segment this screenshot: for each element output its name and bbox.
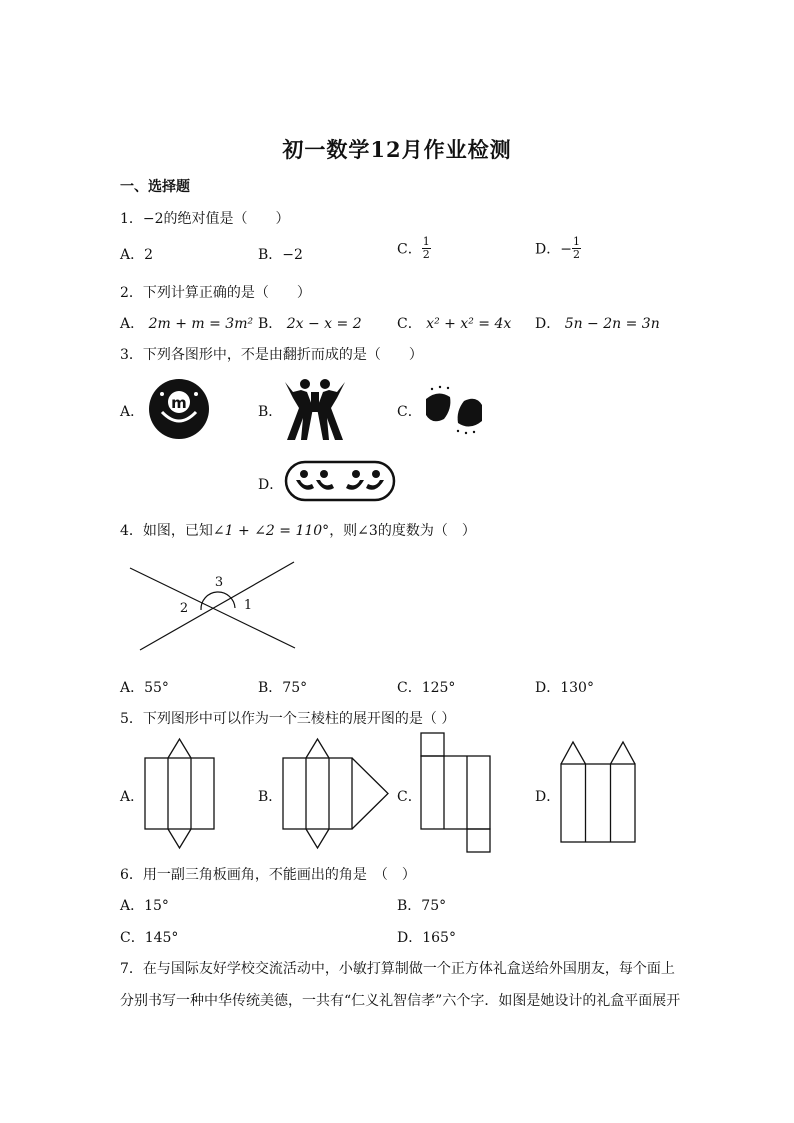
q1-option-c-fraction (422, 236, 431, 261)
q1-option-d-fraction (572, 236, 581, 261)
q2-option-a (120, 313, 253, 333)
q2-option-c-expression: x² + x² = 4x (426, 316, 512, 332)
q5-option-c: C． (397, 789, 422, 805)
q3-figure-a (148, 378, 210, 440)
q1-option-d (535, 236, 581, 261)
q6-option-c: C．145° (120, 930, 179, 946)
question-7-line-2: 分别书写一种中华传统美德，一共有“仁义礼智信孝”六个字．如图是她设计的礼盒平面展开 (120, 993, 681, 1009)
q2-option-d-expression: 5n − 2n = 3n (564, 316, 660, 332)
q5-option-d: D． (535, 789, 561, 805)
question-5-stem: 5．下列图形中可以作为一个三棱柱的展开图的是（ ） (120, 711, 456, 727)
q4-option-a: A．55° (120, 680, 169, 696)
q6-option-a: A．15° (120, 898, 169, 914)
question-6-stem: 6．用一副三角板画角，不能画出的角是 （ ） (120, 867, 416, 883)
fraction-numerator: 1 (422, 235, 430, 248)
section-heading: 一、选择题 (120, 179, 190, 195)
q4-stem-prefix: 4．如图，已知 (120, 523, 213, 539)
option-prefix: B． (258, 316, 283, 332)
question-1-stem: 1．−2的绝对值是（ ） (120, 211, 290, 227)
q4-stem-suffix: ，则∠3的度数为（ ） (329, 523, 476, 539)
q1-option-d-prefix: D．− (535, 241, 572, 258)
q3-option-d: D． (258, 477, 284, 493)
fraction-numerator: 1 (572, 235, 580, 248)
q5-net-b (282, 738, 390, 850)
angle-2-label: 2 (179, 601, 189, 616)
q4-option-d: D．130° (535, 680, 594, 696)
page-title: 初一数学12月作业检测 (282, 137, 512, 162)
q3-figure-d (284, 460, 396, 502)
q2-option-c (397, 313, 511, 333)
angle-3-label: 3 (214, 575, 224, 590)
q2-option-b-expression: 2x − x = 2 (286, 316, 362, 332)
option-prefix: D． (535, 316, 561, 332)
q2-option-b (258, 313, 362, 333)
fraction-denominator: 2 (572, 248, 580, 261)
question-2-stem: 2．下列计算正确的是（ ） (120, 285, 311, 301)
fraction-denominator: 2 (422, 248, 430, 261)
q5-net-d (560, 740, 638, 844)
q1-option-c-prefix: C． (397, 241, 422, 258)
q3-figure-b (283, 378, 347, 440)
q1-option-a: A．2 (120, 247, 154, 263)
q4-option-b: B．75° (258, 680, 308, 696)
q5-option-b: B． (258, 789, 283, 805)
q5-net-a (144, 738, 216, 850)
question-4-stem (120, 520, 476, 540)
q3-option-c: C． (397, 404, 422, 420)
option-prefix: A． (120, 316, 145, 332)
q1-option-b: B．−2 (258, 247, 303, 263)
option-prefix: C． (397, 316, 422, 332)
q3-option-b: B． (258, 404, 283, 420)
q2-option-d (535, 313, 660, 333)
q3-figure-c (422, 385, 486, 435)
q6-option-d: D．165° (397, 930, 456, 946)
q1-option-c (397, 236, 431, 261)
q5-net-c (420, 732, 494, 856)
question-3-stem: 3．下列各图形中，不是由翻折而成的是（ ） (120, 347, 423, 363)
question-7-line-1: 7．在与国际友好学校交流活动中，小敏打算制做一个正方体礼盒送给外国朋友，每个面上 (120, 961, 675, 977)
q3-option-a: A． (120, 404, 145, 420)
angle-1-label: 1 (243, 598, 253, 613)
q5-option-a: A． (120, 789, 145, 805)
q4-option-c: C．125° (397, 680, 456, 696)
q4-stem-math: ∠1 + ∠2 = 110° (212, 523, 330, 539)
q4-angle-figure (128, 560, 298, 655)
q2-option-a-expression: 2m + m = 3m² (148, 316, 254, 332)
q6-option-b: B．75° (397, 898, 447, 914)
svg-text:m: m (171, 394, 187, 412)
